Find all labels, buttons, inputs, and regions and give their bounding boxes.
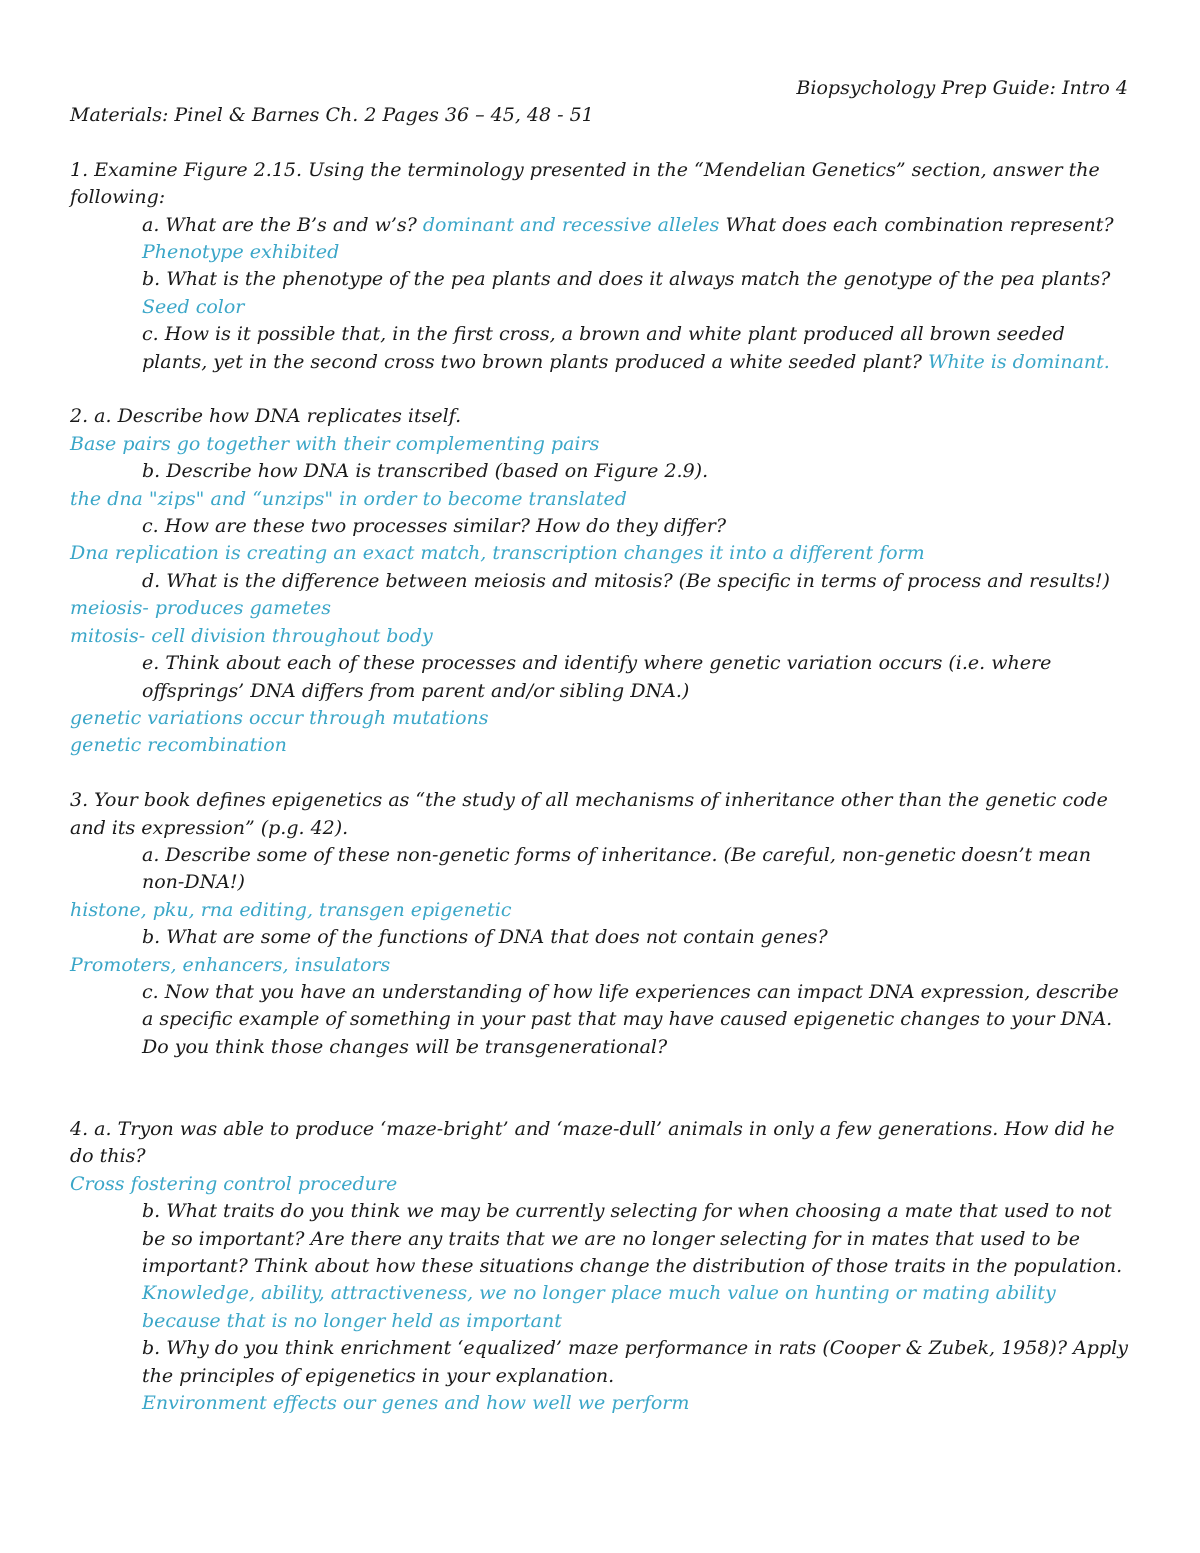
q1-c-answer: White is dominant. (928, 350, 1110, 373)
q2-e-answer-2: genetic recombination (70, 734, 287, 757)
q1-b-block (70, 266, 1132, 321)
q1-a-block (70, 212, 1132, 267)
spacer (70, 376, 1132, 403)
q3-b-question: b. What are some of the functions of DNA that does not contain genes? (142, 926, 828, 949)
document-body (70, 102, 1132, 1417)
q4-b-question: b. What traits do you think we may be currently selecting for when choosing a mate that used to not be so important? Are there any traits that we are no longer selecting for in mates that used to be important? Think about how these situations change the distribution of those traits in the population. (142, 1200, 1123, 1277)
q4-b-block (70, 1198, 1132, 1417)
q2-b-question: b. Describe how DNA is transcribed (based on Figure 2.9). (142, 460, 709, 483)
q2-d-question: d. What is the difference between meiosis and mitosis? (Be specific in terms of process and results!) (142, 569, 1110, 592)
q2-a-answer: Base pairs go together with their complementing pairs (70, 432, 600, 455)
q2-a-question: 2. a. Describe how DNA replicates itself. (70, 405, 462, 428)
q2-d-answer-2: mitosis- cell division throughout body (70, 624, 433, 647)
q1-b-question: b. What is the phenotype of the pea plants and does it always match the genotype of the pea plants? (142, 268, 1111, 291)
q3-c-question: c. Now that you have an understanding of how life experiences can impact DNA expression, describe a specific example of something in your past that may have caused epigenetic changes to your DNA. Do you think those changes will be transgenerational? (142, 980, 1119, 1058)
q2-e-answer-1: genetic variations occur through mutations (70, 706, 489, 729)
q1-c-question-text: c. How is it possible that, in the first cross, a brown and white plant produced all brown seeded plants, yet in the second cross two brown plants produced a white seeded plant? (142, 323, 1065, 373)
q4-b-answer: Knowledge, ability, attractiveness, we no longer place much value on hunting or mating ability because that is no longer held as important (142, 1282, 1056, 1332)
q2-b-answer: the dna "zips" and “unzips" in order to become translated (70, 487, 627, 510)
q1-a-answer-2: Phenotype exhibited (142, 241, 340, 264)
q3-b-answer: Promoters, enhancers, insulators (70, 953, 391, 976)
q2-e-question: e. Think about each of these processes and identify where genetic variation occurs (i.e. where offsprings’ DNA differs from parent and/or sibling DNA.) (142, 652, 1052, 702)
spacer (70, 1061, 1132, 1116)
q1-a-question (142, 212, 1132, 267)
materials-line: Materials: Pinel & Barnes Ch. 2 Pages 36 – 45, 48 - 51 (70, 104, 594, 126)
q1-b-answer: Seed color (142, 295, 245, 318)
q4-b2-question: b. Why do you think enrichment ‘equalized’ maze performance in rats (Cooper & Zubek, 1958)? Apply the principles of epigenetics in your explanation. (142, 1337, 1128, 1387)
q3-a-question: a. Describe some of these non-genetic forms of inheritance. (Be careful, non-genetic doesn’t mean non-DNA!) (142, 843, 1091, 894)
q3-prompt: 3. Your book defines epigenetics as “the study of all mechanisms of inheritance other than the genetic code and its expression” (p.g. 42). (70, 789, 1108, 839)
q2-c-answer: Dna replication is creating an exact match, transcription changes it into a different form (70, 542, 925, 565)
q4-a-answer: Cross fostering control procedure (70, 1172, 398, 1195)
q3-a-answer: histone, pku, rna editing, transgen epigenetic (70, 898, 512, 921)
q4-a-question: 4. a. Tryon was able to produce ‘maze-bright’ and ‘maze-dull’ animals in only a few generations. How did he do this? (70, 1117, 1115, 1168)
q1-prompt: 1. Examine Figure 2.15. Using the terminology presented in the “Mendelian Genetics” section, answer the following: (70, 158, 1100, 209)
spacer (70, 760, 1132, 787)
q4-b2-answer: Environment effects our genes and how well we perform (142, 1392, 690, 1415)
spacer (70, 129, 1132, 156)
q2-c-question: c. How are these two processes similar? How do they differ? (142, 515, 727, 538)
q1-c-block (70, 321, 1132, 376)
q2-d-answer-1: meiosis- produces gametes (70, 597, 331, 620)
q1-c-question (142, 321, 1132, 376)
document-header: Biopsychology Prep Guide: Intro 4 (796, 77, 1128, 99)
q1-a-question-2: What does each combination represent? (725, 213, 1114, 236)
q1-a-question-text: a. What are the B’s and w’s? (142, 213, 417, 236)
q1-a-answer-1: dominant and recessive alleles (422, 213, 720, 236)
